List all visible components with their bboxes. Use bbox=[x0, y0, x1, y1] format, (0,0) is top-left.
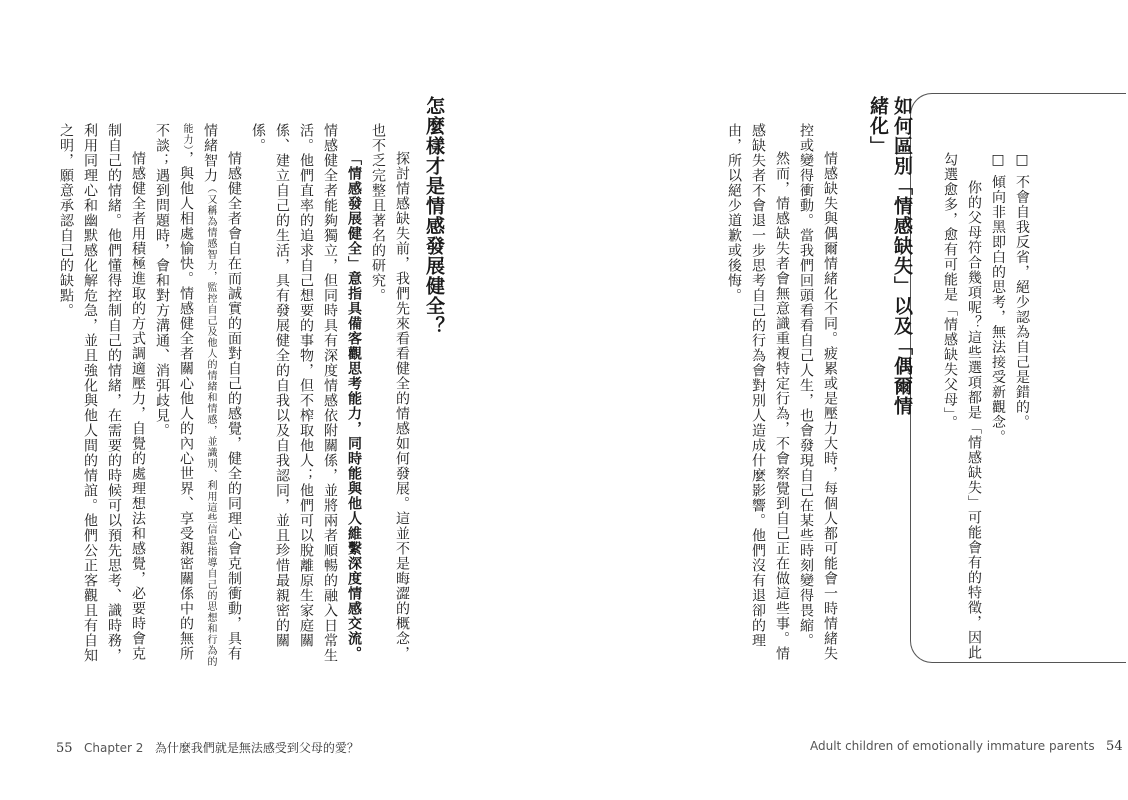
chapter-title: 為什麼我們就是無法感受到父母的愛？ bbox=[154, 741, 359, 755]
left-para-4: 情感健全者用積極進取的方式調適壓力，自覺的處理想法和感覺，必要時會克制自己的情緒。他們懂得控制自己的情緒，在需要的時候可以預先思考、識時務，利用同理心和幽默感化解危急，並且強化與他人間的情誼。他們公正客觀且有自知之明，願意承認自己的缺點。 bbox=[58, 123, 146, 663]
checkbox-item-1: □ 不會自我反省，絕少認為自己是錯的。 bbox=[1014, 152, 1030, 430]
right-body-text bbox=[722, 123, 842, 668]
page-number-55: 55 bbox=[56, 741, 73, 756]
section-heading-right: 如何區別「情感缺失」以及「偶爾情緒化」 bbox=[867, 96, 913, 416]
section-heading-left: 怎麼樣才是情感發展健全？ bbox=[423, 96, 445, 336]
right-para-1: 情感缺失與偶爾情緒化不同。疲累或是壓力大時，每個人都可能會一時情緒失控或變得衝動。當我們回頭看看自己人生，也會發現自己在某些時刻變得畏縮。 bbox=[798, 123, 838, 661]
left-para-3-a: 情感健全者會自在而誠實的面對自己的感覺，健全的同理心會克制衝動，具有情緒智力 bbox=[202, 123, 242, 661]
checklist-text bbox=[938, 152, 1034, 672]
checklist-question: 你的父母符合幾項呢？這些選項都是「情感缺失」可能會有的特徵，因此勾選愈多，愈有可能是「情感缺失父母」。 bbox=[942, 152, 982, 660]
chapter-label: Chapter 2 bbox=[84, 741, 144, 755]
checkbox-item-2: □ 傾向非黑即白的思考，無法接受新觀念。 bbox=[990, 152, 1006, 445]
left-para-1: 探討情感缺失前，我們先來看看健全的情感如何發展。這並不是晦澀的概念，也不乏完整且著名的研究。 bbox=[370, 123, 410, 661]
left-para-3 bbox=[150, 123, 246, 668]
left-para-2-rest: 情感健全者能夠獨立，但同時具有深度情感依附關係，並將兩者順暢的融入日常生活。他們直率的追求自己想要的事物，但不榨取他人；他們可以脫離原生家庭關係、建立自己的生活，具有發展健全的自我以及自我認同，並且珍惜最親密的關係。 bbox=[250, 123, 338, 663]
left-para-3-b: ，與他人相處愉快。情感健全者關心他人的內心世界、享受親密關係中的無所不談；遇到問題時，會和對方溝通、消弭歧見。 bbox=[154, 123, 194, 661]
left-folio bbox=[56, 739, 359, 756]
book-title-en: Adult children of emotionally immature parents bbox=[810, 739, 1095, 753]
page-number-54: 54 bbox=[1106, 739, 1123, 754]
left-para-2 bbox=[246, 123, 366, 668]
right-folio bbox=[810, 739, 1123, 754]
right-para-2: 然而，情感缺失者會無意識重複特定行為，不會察覺到自己正在做這些事。情感缺失者不會退一步思考自己的行為會對別人造成什麼影響。他們沒有退卻的理由，所以絕少道歉或後悔。 bbox=[726, 123, 790, 661]
emotional-intelligence-note: （又稱為情感智力，監控自己及他人的情緒和情感，並識別、利用這些信息指導自己的思想和行為的能力） bbox=[181, 123, 216, 667]
key-definition: 「情感發展健全」意指具備客觀思考能力，同時能與他人維繫深度情感交流。 bbox=[346, 151, 362, 661]
left-body-text bbox=[54, 123, 414, 668]
